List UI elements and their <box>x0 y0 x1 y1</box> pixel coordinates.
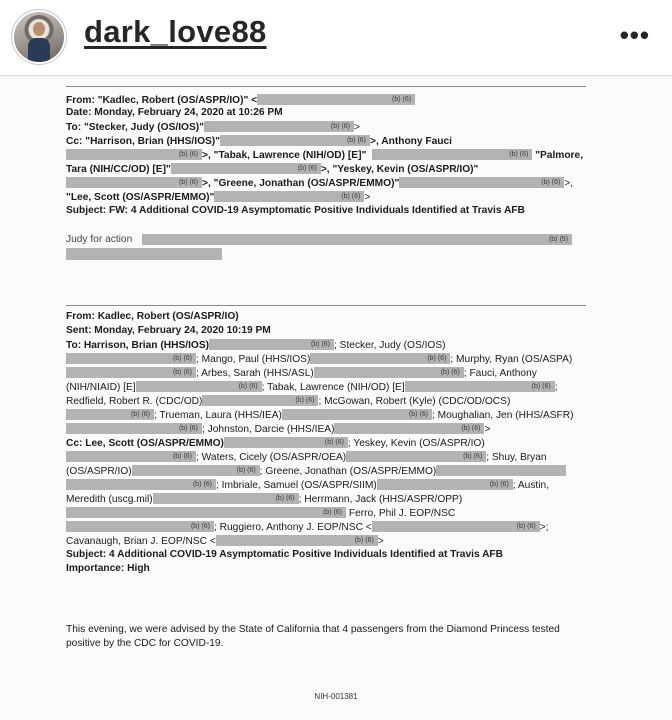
redaction: (b) (6) <box>214 191 364 202</box>
redaction: (b) (6) <box>136 381 262 392</box>
email2-cc-line1: Cc: Lee, Scott (OS/ASPR/EMMO) (b) (6) ; Yeskey, Kevin (OS/ASPR/IO) <box>66 438 485 449</box>
redaction: (b) (6) <box>334 423 484 434</box>
email2-to-line6: (b) (6) ; Trueman, Laura (HHS/IEA) (b) (6) ; Moughalian, Jen (HHS/ASFR) <box>66 409 574 421</box>
redaction: (b) (6) <box>399 177 564 188</box>
avatar-body <box>28 38 50 62</box>
avatar[interactable] <box>14 12 64 62</box>
email2-to-line7: (b) (6) ; Johnston, Darcie (HHS/IEA) (b) (6) > <box>66 423 490 435</box>
redaction: (b) (6) <box>346 451 486 462</box>
redaction: (b) (6) <box>224 437 348 448</box>
redaction: (b) (6) <box>153 493 299 504</box>
email2-cc-line7: (b) (6) ; Ruggiero, Anthony J. EOP/NSC < (b) (6) >; <box>66 521 548 533</box>
redaction <box>66 248 222 260</box>
email1-cc-line3: Tara (NIH/CC/OD) [E]" (b) (6) >, "Yeskey, Kevin (OS/ASPR/IO)" <box>66 164 479 175</box>
email1-from: From: "Kadlec, Robert (OS/ASPR/IO)" < <box>66 95 258 106</box>
post-image-document <box>0 76 672 720</box>
redaction: (b) (6) <box>66 409 154 420</box>
email1-cc-line2: (b) (6) >, "Tabak, Lawrence (NIH/OD) [E]" (b) (6) "Palmore, <box>66 149 583 161</box>
redaction: (b) (6) <box>314 367 464 378</box>
redaction <box>436 465 566 476</box>
email2-to-line3: (b) (6) ; Arbes, Sarah (HHS/ASL) (b) (6) ; Fauci, Anthony <box>66 367 537 379</box>
email1-cc-line1: Cc: "Harrison, Brian (HHS/IOS)" (b) (6) >, Anthony Fauci <box>66 136 452 147</box>
email2-to-line4: (NIH/NIAID) [E] (b) (6) ; Tabak, Lawrence (NIH/OD) [E] (b) (6) ; <box>66 382 558 393</box>
redaction: (b) (6) <box>282 409 432 420</box>
email2-to-line5: Redfield, Robert R. (CDC/OD) (b) (6) ; McGowan, Robert (Kyle) (CDC/OD/OCS) <box>66 396 511 407</box>
email1-cc-line5: "Lee, Scott (OS/ASPR/EMMO)" (b) (6) > <box>66 192 371 203</box>
email1-cc-line4: (b) (6) >, "Greene, Jonathan (OS/ASPR/EMMO)" (b) (6) >, <box>66 177 573 189</box>
post-header <box>0 0 672 76</box>
redaction: (b) (6) <box>202 395 318 406</box>
email2-cc-line4: (b) (6) ; Imbriale, Samuel (OS/ASPR/SIIM) (b) (6) ; Austin, <box>66 479 549 491</box>
redaction: (b) (6) <box>132 465 260 476</box>
email2-subject: Subject: 4 Additional COVID-19 Asymptomatic Positive Individuals Identified at Travis AFB <box>66 549 504 560</box>
email1-subject: Subject: FW: 4 Additional COVID-19 Asymptomatic Positive Individuals Identified at Travis AFB <box>66 205 525 216</box>
email1-date: Date: Monday, February 24, 2020 at 10:26 PM <box>66 107 283 118</box>
redaction: (b) (6) <box>66 507 346 518</box>
email2-sent: Sent: Monday, February 24, 2020 10:19 PM <box>66 325 271 336</box>
redaction: (b) (5) <box>142 234 572 245</box>
redaction: (b) (6) <box>171 163 321 174</box>
redaction: (b) (6) <box>66 353 196 364</box>
bates-number: NIH-001381 <box>314 692 358 701</box>
divider <box>66 86 586 87</box>
redaction: (b) (6) <box>66 423 202 434</box>
redaction: (b) (6) <box>66 521 214 532</box>
email2-cc-line8: Cavanaugh, Brian J. EOP/NSC < (b) (6) > <box>66 536 384 547</box>
email2-cc-line5: Meredith (uscg.mil) (b) (6) ; Herrmann, Jack (HHS/ASPR/OPP) <box>66 494 463 505</box>
email2-to-line2: (b) (6) ; Mango, Paul (HHS/IOS) (b) (6) ; Murphy, Ryan (OS/ASPA) <box>66 353 572 365</box>
redaction: (b) (6) <box>66 451 196 462</box>
redaction: (b) (6) <box>372 521 540 532</box>
avatar-face <box>33 22 45 36</box>
redaction: (b) (6) <box>204 121 354 132</box>
more-horizontal-icon[interactable]: ••• <box>619 20 650 50</box>
email2-cc-line2: (b) (6) ; Waters, Cicely (OS/ASPR/OEA) (b) (6) ; Shuy, Bryan <box>66 451 547 463</box>
redaction: (b) (6) <box>216 535 378 546</box>
email2-from: From: Kadlec, Robert (OS/ASPR/IO) <box>66 311 239 322</box>
email2-cc-line3: (OS/ASPR/IO) (b) (6) ; Greene, Jonathan (OS/ASPR/EMMO) <box>66 465 566 477</box>
redaction: (b) (6) <box>209 339 334 350</box>
redaction: (b) (6) <box>66 367 196 378</box>
email2-cc-line6: (b) (6) Ferro, Phil J. EOP/NSC <box>66 507 455 519</box>
email1-body-line: Judy for action <box>66 234 133 245</box>
email2-importance: Importance: High <box>66 563 150 574</box>
email2-to-line1: To: Harrison, Brian (HHS/IOS) (b) (6) ; Stecker, Judy (OS/IOS) <box>66 340 446 351</box>
username-link[interactable]: dark_love88 <box>84 14 267 49</box>
redaction: (b) (6) <box>377 479 513 490</box>
redaction: (b) (6) <box>372 149 532 160</box>
redaction: (b) (6) <box>66 479 216 490</box>
redaction: (b) (6) <box>310 353 450 364</box>
email2-body: This evening, we were advised by the State of California that 4 passengers from the Diamond Princess tested positive by the CDC for COVID-19. <box>66 624 560 649</box>
email1-from-line <box>66 94 415 106</box>
redaction: (b) (6) <box>66 177 202 188</box>
redaction: (b) (6) <box>257 94 415 105</box>
email1-to-line: To: "Stecker, Judy (OS/IOS)" (b) (6) > <box>66 122 360 133</box>
redaction: (b) (6) <box>220 135 370 146</box>
divider <box>66 305 586 306</box>
redaction: (b) (6) <box>66 149 202 160</box>
redaction: (b) (6) <box>405 381 555 392</box>
